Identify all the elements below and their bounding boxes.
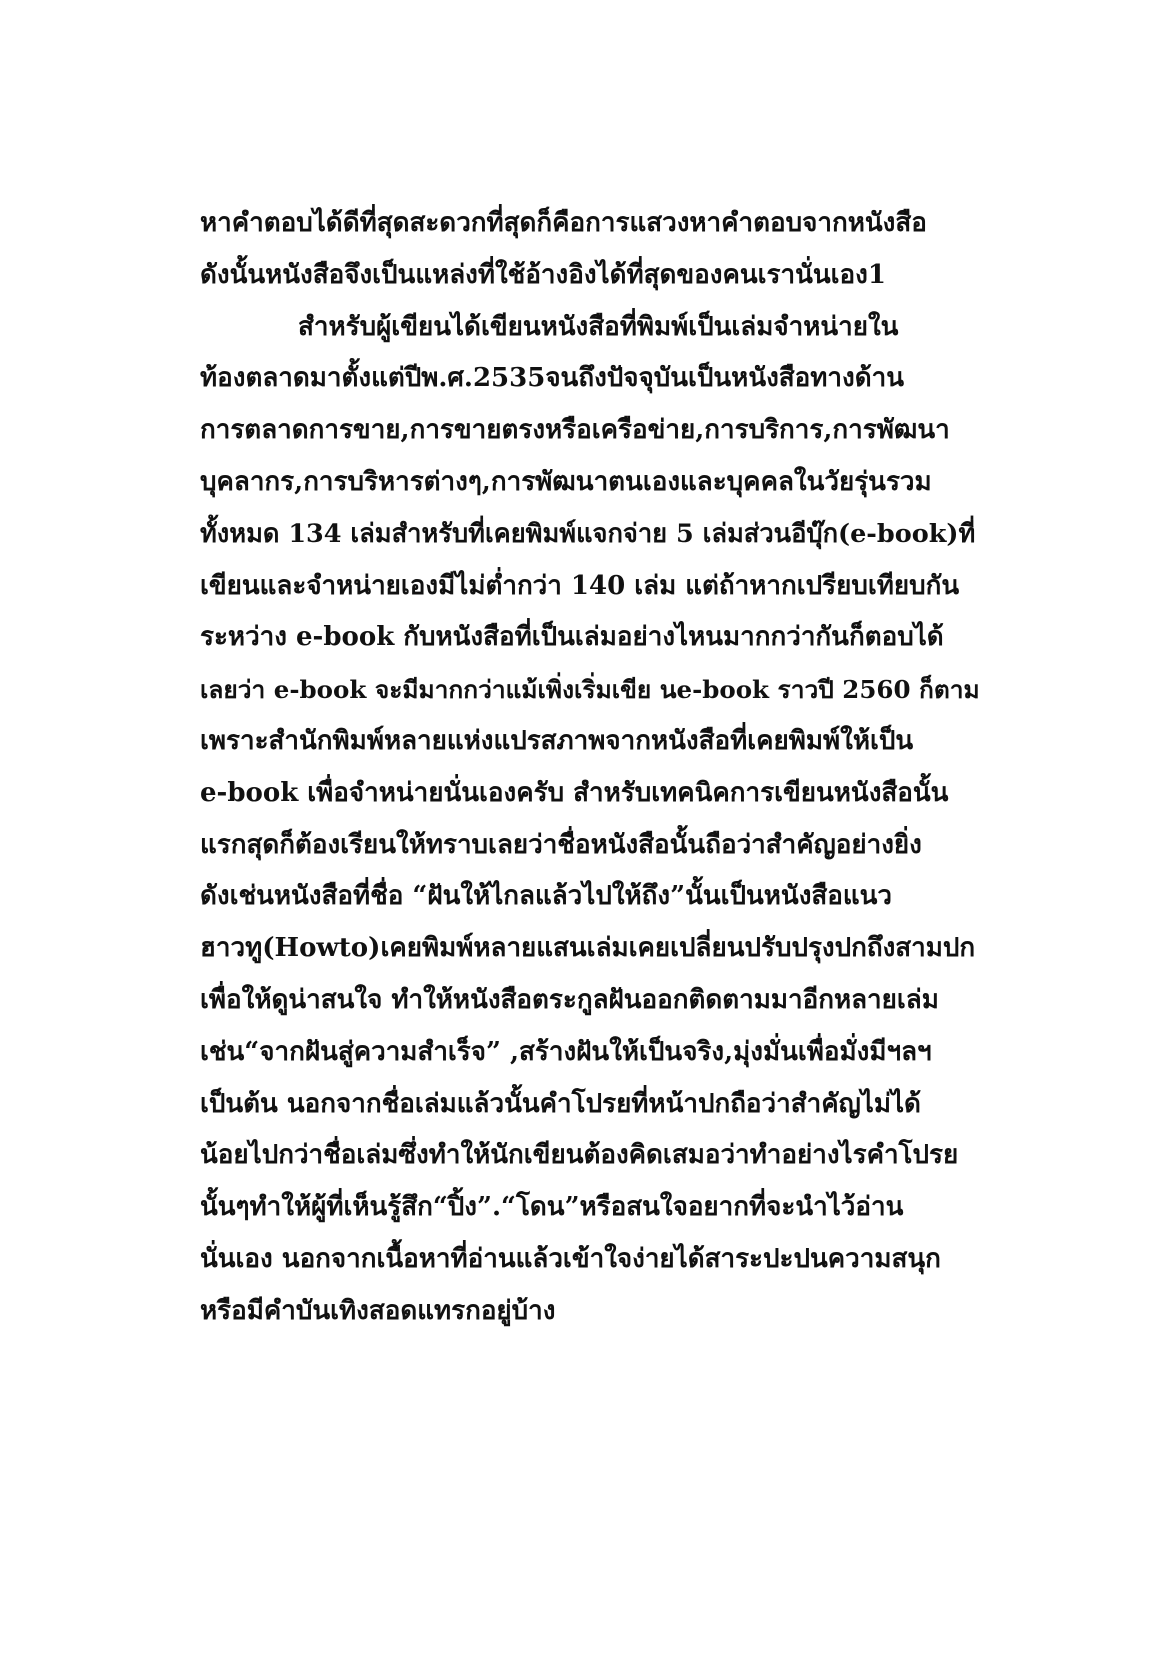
text-line: เพราะสำนักพิมพ์หลายแห่งแปรสภาพจากหนังสือที่เคยพิมพ์ให้เป็น [200, 725, 914, 756]
text-line: หรือมีคำบันเทิงสอดแทรกอยู่บ้าง [200, 1295, 556, 1326]
text-line: เพื่อให้ดูน่าสนใจ ทำให้หนังสือตระกูลฝันออกติดตามมาอีกหลายเล่ม [200, 984, 939, 1015]
text-line: การตลาดการขาย,การขายตรงหรือเครือข่าย,การบริการ,การพัฒนา [200, 415, 950, 446]
text-line: ท้องตลาดมาตั้งแต่ปีพ.ศ.2535จนถึงปัจจุบันเป็นหนังสือทางด้าน [200, 363, 904, 394]
text-line: e-book เพื่อจำหน่ายนั่นเองครับ สำหรับเทคนิคการเขียนหนังสือนั้น [200, 777, 949, 808]
text-line: ระหว่าง e-book กับหนังสือที่เป็นเล่มอย่างไหนมากกว่ากันก็ตอบได้ [200, 622, 944, 653]
text-line: แรกสุดก็ต้องเรียนให้ทราบเลยว่าชื่อหนังสือนั้นถือว่าสำคัญอย่างยิ่ง [200, 829, 922, 860]
text-line: ดังเช่นหนังสือที่ชื่อ “ฝันให้ไกลแล้วไปให้ถึง”นั้นเป็นหนังสือแนว [200, 881, 893, 912]
body-text [200, 198, 980, 1338]
text-line: บุคลากร,การบริหารต่างๆ,การพัฒนาตนเองและบุคคลในวัยรุ่นรวม [200, 466, 932, 497]
text-line: ดังนั้นหนังสือจึงเป็นแหล่งที่ใช้อ้างอิงได้ที่สุดของคนเรานั่นเอง1 [200, 259, 886, 290]
text-line: ทั้งหมด 134 เล่มสำหรับที่เคยพิมพ์แจกจ่าย 5 เล่มส่วนอีบุ๊ก(e-book)ที่ [200, 518, 976, 549]
text-line: เลยว่า e-book จะมีมากกว่าแม้เพิ่งเริ่มเขีย นe-book ราวปี 2560 ก็ตาม [200, 675, 980, 705]
text-line: เป็นต้น นอกจากชื่อเล่มแล้วนั้นคำโปรยที่หน้าปกถือว่าสำคัญไม่ได้ [200, 1088, 921, 1119]
text-line: นั่นเอง นอกจากเนื้อหาที่อ่านแล้วเข้าใจง่ายได้สาระปะปนความสนุก [200, 1243, 941, 1274]
text-line: ฮาวทู(Howto)เคยพิมพ์หลายแสนเล่มเคยเปลี่ยนปรับปรุงปกถึงสามปก [200, 933, 976, 964]
text-line: หาคำตอบได้ดีที่สุดสะดวกที่สุดก็คือการแสวงหาคำตอบจากหนังสือ [200, 208, 927, 238]
text-line: นั้นๆทำให้ผู้ที่เห็นรู้สึก“ปิ้ง”.“โดน”หรือสนใจอยากที่จะนำไว้อ่าน [200, 1192, 904, 1223]
paragraph-first-line: สำหรับผู้เขียนได้เขียนหนังสือที่พิมพ์เป็นเล่มจำหน่ายใน [298, 311, 899, 342]
text-line: เช่น“จากฝันสู่ความสำเร็จ” ,สร้างฝันให้เป็นจริง,มุ่งมั่นเพื่อมั่งมีฯลฯ [200, 1036, 932, 1067]
text-line: น้อยไปกว่าชื่อเล่มซึ่งทำให้นักเขียนต้องคิดเสมอว่าทำอย่างไรคำโปรย [200, 1140, 959, 1171]
text-line: เขียนและจำหน่ายเองมีไม่ต่ำกว่า 140 เล่ม แต่ถ้าหากเปรียบเทียบกัน [200, 570, 960, 601]
